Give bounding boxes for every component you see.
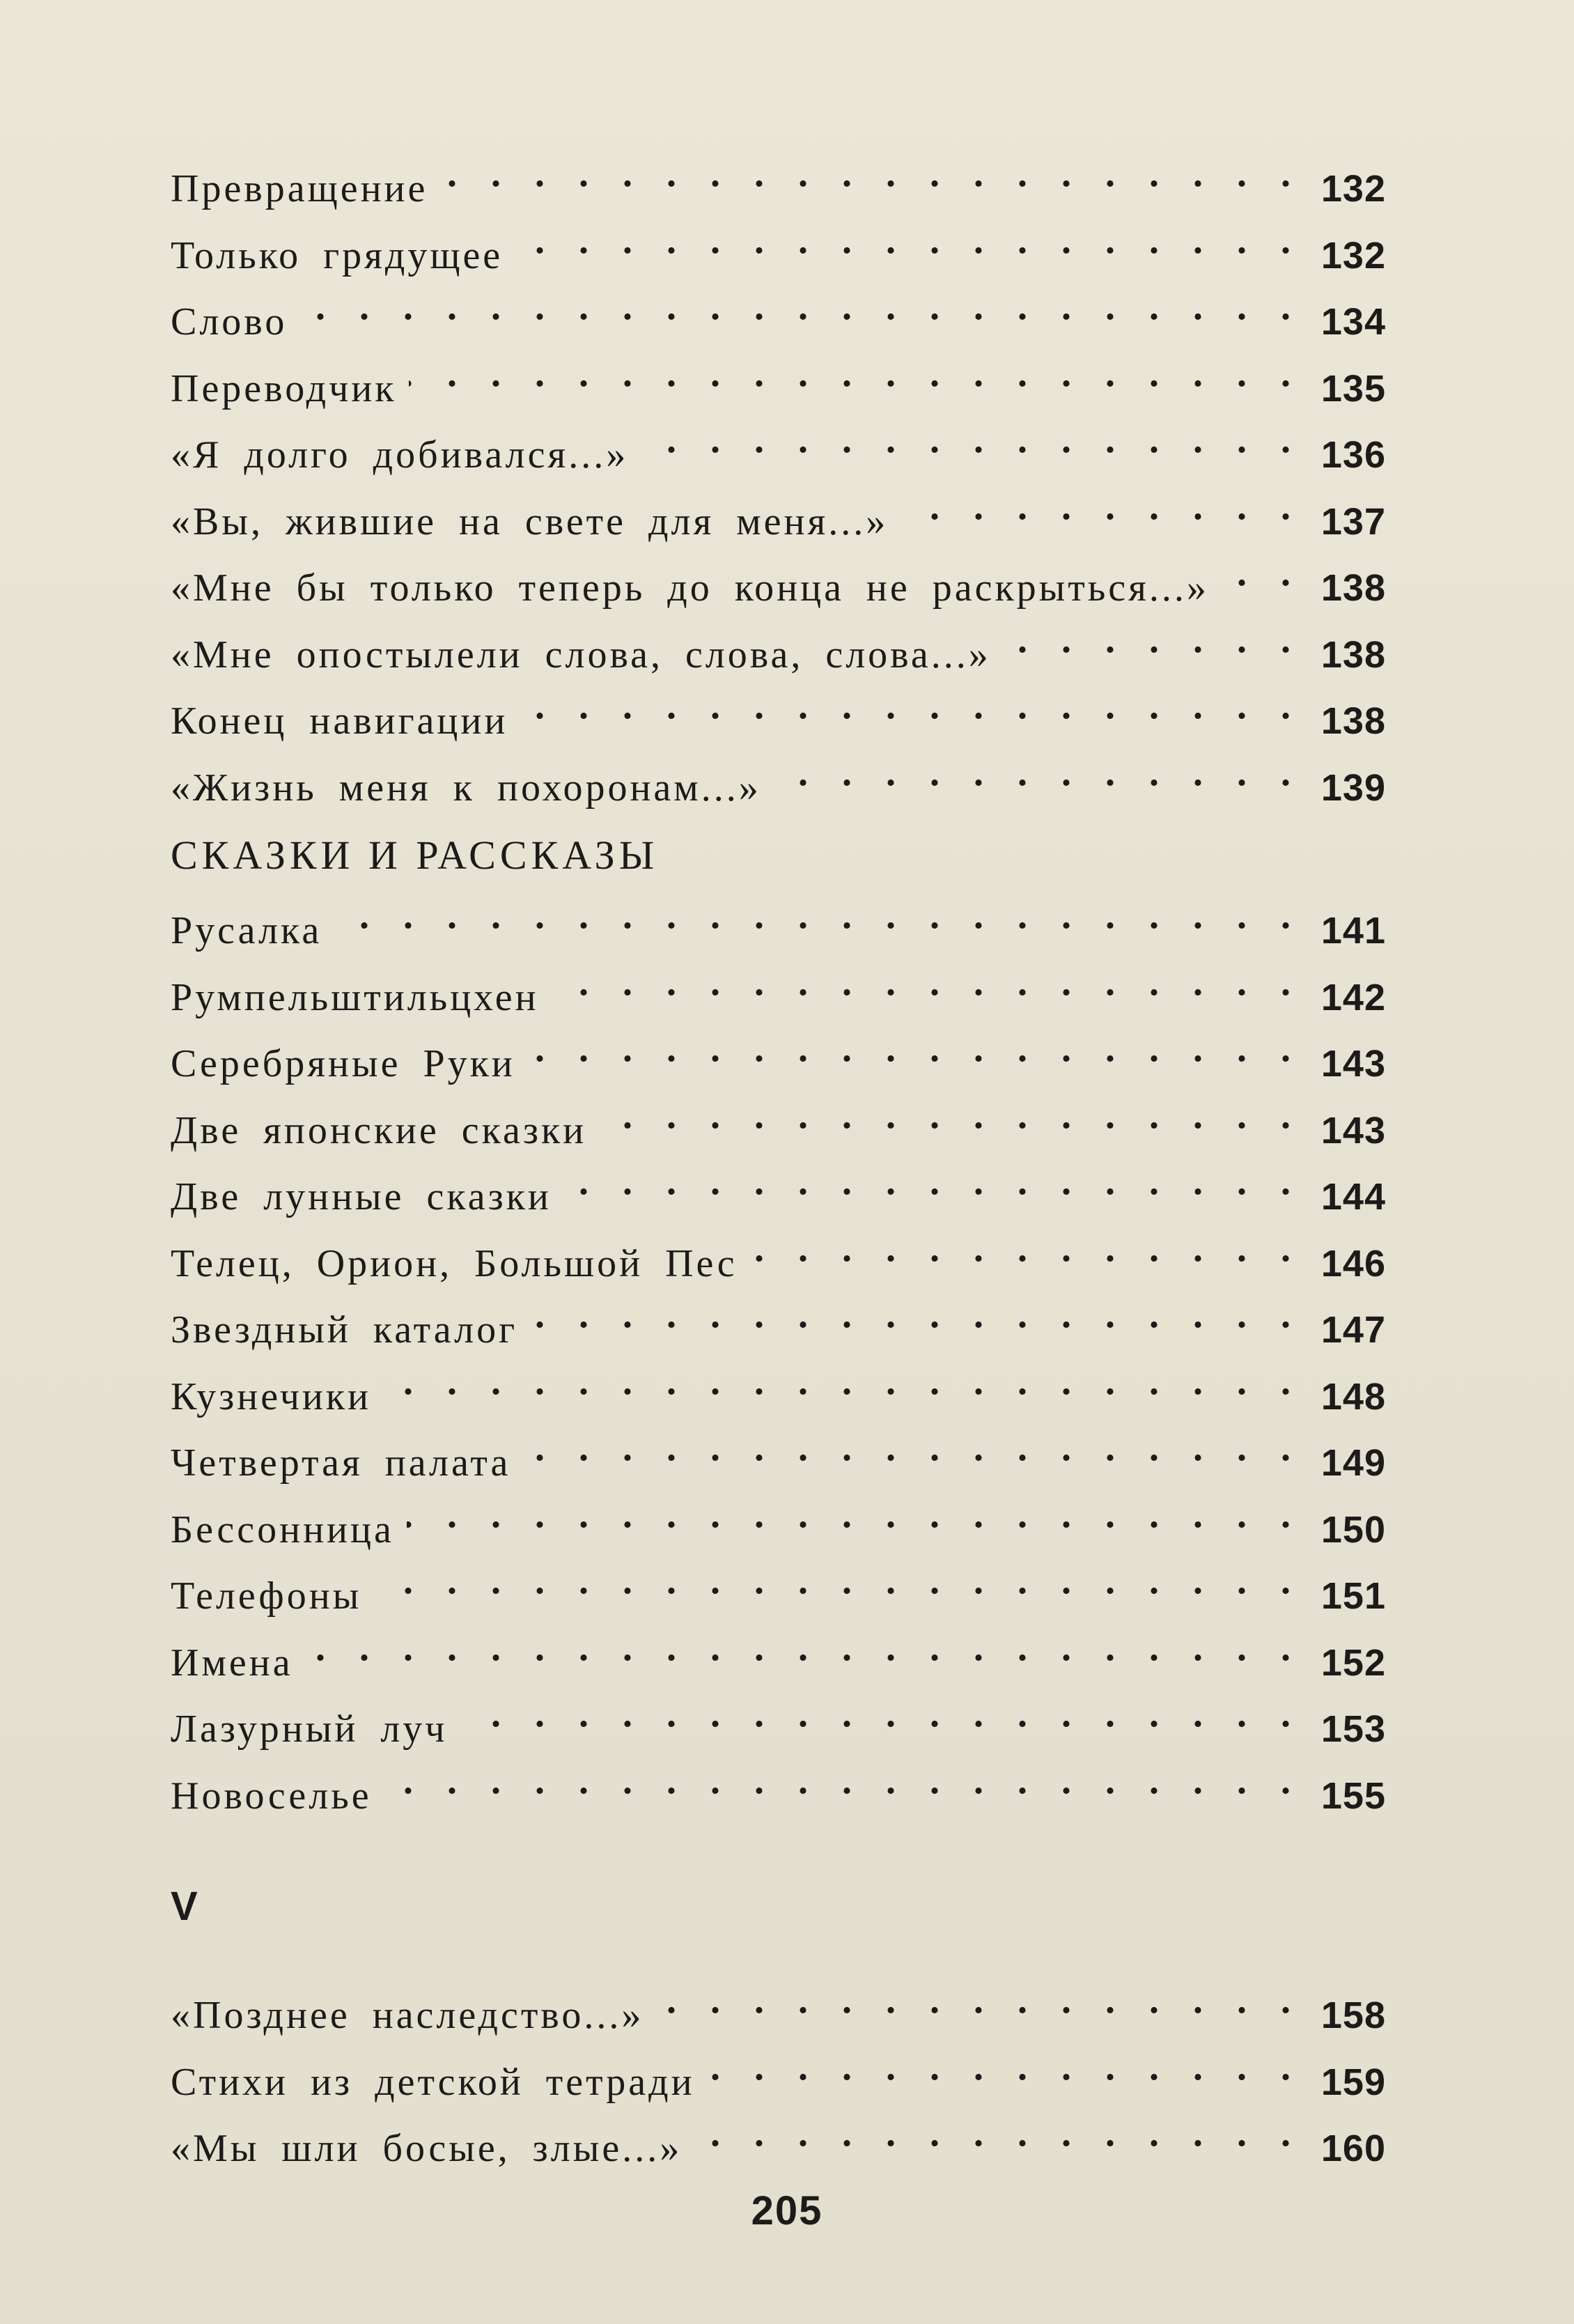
toc-entry <box>171 2050 1386 2117</box>
toc-entry <box>171 2116 1386 2183</box>
toc-entry-page: 141 <box>1320 910 1386 952</box>
toc-entry-title: Две японские сказки <box>171 1108 587 1152</box>
toc-entry-title: Русалка <box>171 909 322 952</box>
dot-leader <box>694 2116 1298 2161</box>
dot-leader <box>1222 556 1298 601</box>
toc-entry-title: Серебряные Руки <box>171 1042 515 1085</box>
dot-leader <box>515 224 1298 268</box>
toc-group-part-iv <box>171 157 1386 822</box>
toc-entry-page: 132 <box>1320 168 1386 210</box>
toc-entry <box>171 224 1386 290</box>
toc-entry-page: 135 <box>1320 367 1386 410</box>
dot-leader <box>407 1498 1298 1542</box>
toc-entry-title: «Мы шли босые, злые...» <box>171 2127 683 2170</box>
toc-entry-page: 160 <box>1320 2128 1386 2169</box>
toc-entry-page: 136 <box>1320 434 1386 476</box>
toc-entry-page: 148 <box>1320 1375 1386 1418</box>
toc-entry-page: 153 <box>1320 1708 1386 1750</box>
toc-entry <box>171 1298 1386 1365</box>
toc-entry-page: 143 <box>1320 1109 1386 1152</box>
toc-entry-title: «Мне бы только теперь до конца не раскрыться...» <box>171 566 1209 610</box>
toc-entry <box>171 1697 1386 1764</box>
dot-leader <box>901 490 1298 534</box>
toc-entry-title: Кузнечики <box>171 1374 371 1418</box>
toc-entry-page: 139 <box>1320 766 1386 809</box>
toc-entry-title: «Позднее наследство...» <box>171 1994 644 2037</box>
toc-entry-title: Превращение <box>171 167 428 210</box>
toc-entry <box>171 357 1386 424</box>
toc-entry <box>171 1099 1386 1165</box>
toc-entry-title: «Жизнь меня к похоронам...» <box>171 766 761 809</box>
toc-entry-page: 144 <box>1320 1176 1386 1218</box>
toc-entry <box>171 1498 1386 1565</box>
toc-entry-title: Звездный каталог <box>171 1308 518 1351</box>
dot-leader <box>460 1697 1298 1742</box>
toc-entry <box>171 1365 1386 1432</box>
toc-entry <box>171 689 1386 756</box>
toc-entry-title: «Вы, жившие на свете для меня...» <box>171 499 889 543</box>
toc-entry-title: Две лунные сказки <box>171 1175 552 1218</box>
toc-entry-page: 152 <box>1320 1641 1386 1684</box>
toc-entry-title: Конец навигации <box>171 699 508 743</box>
toc-entry <box>171 1232 1386 1299</box>
toc-entry <box>171 1631 1386 1698</box>
dot-leader <box>708 2050 1298 2095</box>
toc-entry-page: 137 <box>1320 500 1386 543</box>
dot-leader <box>384 1365 1298 1409</box>
toc-entry-page: 138 <box>1320 633 1386 676</box>
page-number: 205 <box>751 2188 823 2233</box>
toc-entry-title: Только грядущее <box>171 233 504 277</box>
toc-entry-title: Румпельштильцхен <box>171 975 539 1019</box>
toc-entry-page: 149 <box>1320 1442 1386 1484</box>
toc-entry-page: 151 <box>1320 1575 1386 1617</box>
toc-entry-title: Телефоны <box>171 1574 362 1618</box>
dot-leader <box>520 689 1298 734</box>
toc-entry <box>171 756 1386 823</box>
toc-entry <box>171 1032 1386 1099</box>
dot-leader <box>1004 623 1298 667</box>
toc-entry-page: 138 <box>1320 700 1386 742</box>
toc-entry-title: «Мне опостылели слова, слова, слова...» <box>171 633 991 676</box>
toc-entry-page: 158 <box>1320 1994 1386 2036</box>
toc-entry <box>171 1983 1386 2050</box>
toc-entry <box>171 899 1386 966</box>
dot-leader <box>299 290 1298 334</box>
toc-entry-page: 147 <box>1320 1309 1386 1351</box>
dot-leader <box>334 899 1298 943</box>
dot-leader <box>409 357 1298 401</box>
toc-entry-title: Лазурный луч <box>171 1707 448 1751</box>
toc-entry <box>171 423 1386 490</box>
toc-entry <box>171 1564 1386 1631</box>
toc-entry-title: Имена <box>171 1641 293 1684</box>
toc-entry-title: «Я долго добивался...» <box>171 433 629 477</box>
dot-leader <box>641 423 1298 467</box>
toc-entry-page: 138 <box>1320 567 1386 609</box>
dot-leader <box>599 1099 1298 1143</box>
toc-entry-title: Стихи из детской тетради <box>171 2060 695 2104</box>
toc-entry <box>171 623 1386 690</box>
toc-entry-page: 143 <box>1320 1043 1386 1085</box>
toc-entry-title: Переводчик <box>171 366 397 410</box>
dot-leader <box>523 1431 1298 1475</box>
dot-leader <box>750 1232 1298 1276</box>
table-of-contents <box>171 157 1386 2183</box>
toc-entry-title: Слово <box>171 300 288 343</box>
toc-entry-page: 146 <box>1320 1242 1386 1285</box>
toc-entry-title: Бессонница <box>171 1508 394 1551</box>
dot-leader <box>552 966 1298 1010</box>
toc-entry-page: 132 <box>1320 234 1386 277</box>
toc-group-tales <box>171 899 1386 1830</box>
toc-entry <box>171 1764 1386 1831</box>
toc-entry-page: 134 <box>1320 301 1386 343</box>
toc-entry <box>171 1165 1386 1232</box>
dot-leader <box>656 1983 1298 2028</box>
dot-leader <box>564 1165 1298 1209</box>
toc-entry <box>171 1431 1386 1498</box>
toc-entry <box>171 966 1386 1032</box>
dot-leader <box>530 1298 1298 1342</box>
dot-leader <box>774 756 1298 800</box>
dot-leader <box>384 1764 1298 1808</box>
toc-entry-page: 150 <box>1320 1508 1386 1551</box>
toc-entry-title: Телец, Орион, Большой Пес <box>171 1241 738 1285</box>
dot-leader <box>306 1631 1298 1675</box>
toc-entry <box>171 290 1386 357</box>
toc-group-part-v <box>171 1983 1386 2183</box>
toc-entry-title: Новоселье <box>171 1774 372 1818</box>
dot-leader <box>374 1564 1298 1609</box>
toc-entry <box>171 157 1386 224</box>
section-heading: СКАЗКИ И РАССКАЗЫ <box>171 832 659 878</box>
dot-leader <box>528 1032 1298 1076</box>
toc-entry <box>171 556 1386 623</box>
toc-entry-title: Четвертая палата <box>171 1441 511 1485</box>
toc-entry <box>171 490 1386 557</box>
toc-entry-page: 159 <box>1320 2061 1386 2103</box>
part-v-heading: V <box>171 1884 198 1929</box>
toc-entry-page: 142 <box>1320 976 1386 1018</box>
toc-entry-page: 155 <box>1320 1774 1386 1817</box>
dot-leader <box>440 157 1298 201</box>
